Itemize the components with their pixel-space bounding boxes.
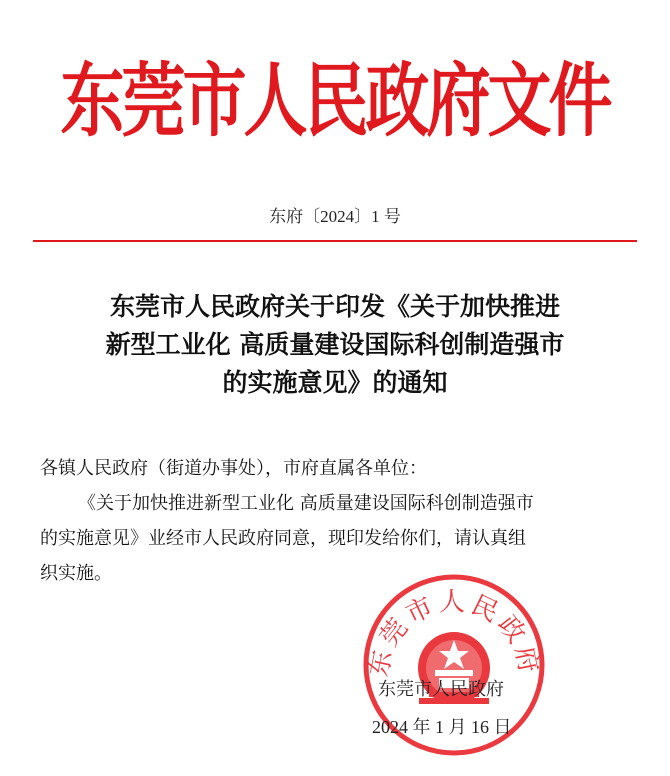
document-number: 东府〔2024〕1 号 <box>269 207 401 226</box>
title-line: 的实施意见》的通知 <box>222 368 448 397</box>
paragraph-line: 《关于加快推进新型工业化 高质量建设国际科创制造强市 <box>78 493 534 514</box>
salutation: 各镇人民政府（街道办事处），市府直属各单位： <box>40 458 427 479</box>
document-masthead: 东莞市人民政府文件 <box>60 55 610 149</box>
document-title <box>40 288 630 402</box>
seal-text: 东莞市人民政府 <box>363 587 545 680</box>
paragraph-line: 的实施意见》业经市人民政府同意，现印发给你们，请认真组 <box>40 528 526 549</box>
document-date: 2024 年 1 月 16 日 <box>372 717 512 737</box>
paragraph-line: 织实施。 <box>40 563 112 584</box>
document-body <box>40 451 640 591</box>
title-line: 新型工业化 高质量建设国际科创制造强市 <box>105 330 565 359</box>
red-divider-line <box>33 240 637 242</box>
signature: 东莞市人民政府 <box>378 679 504 700</box>
title-line: 东莞市人民政府关于印发《关于加快推进 <box>109 292 560 321</box>
